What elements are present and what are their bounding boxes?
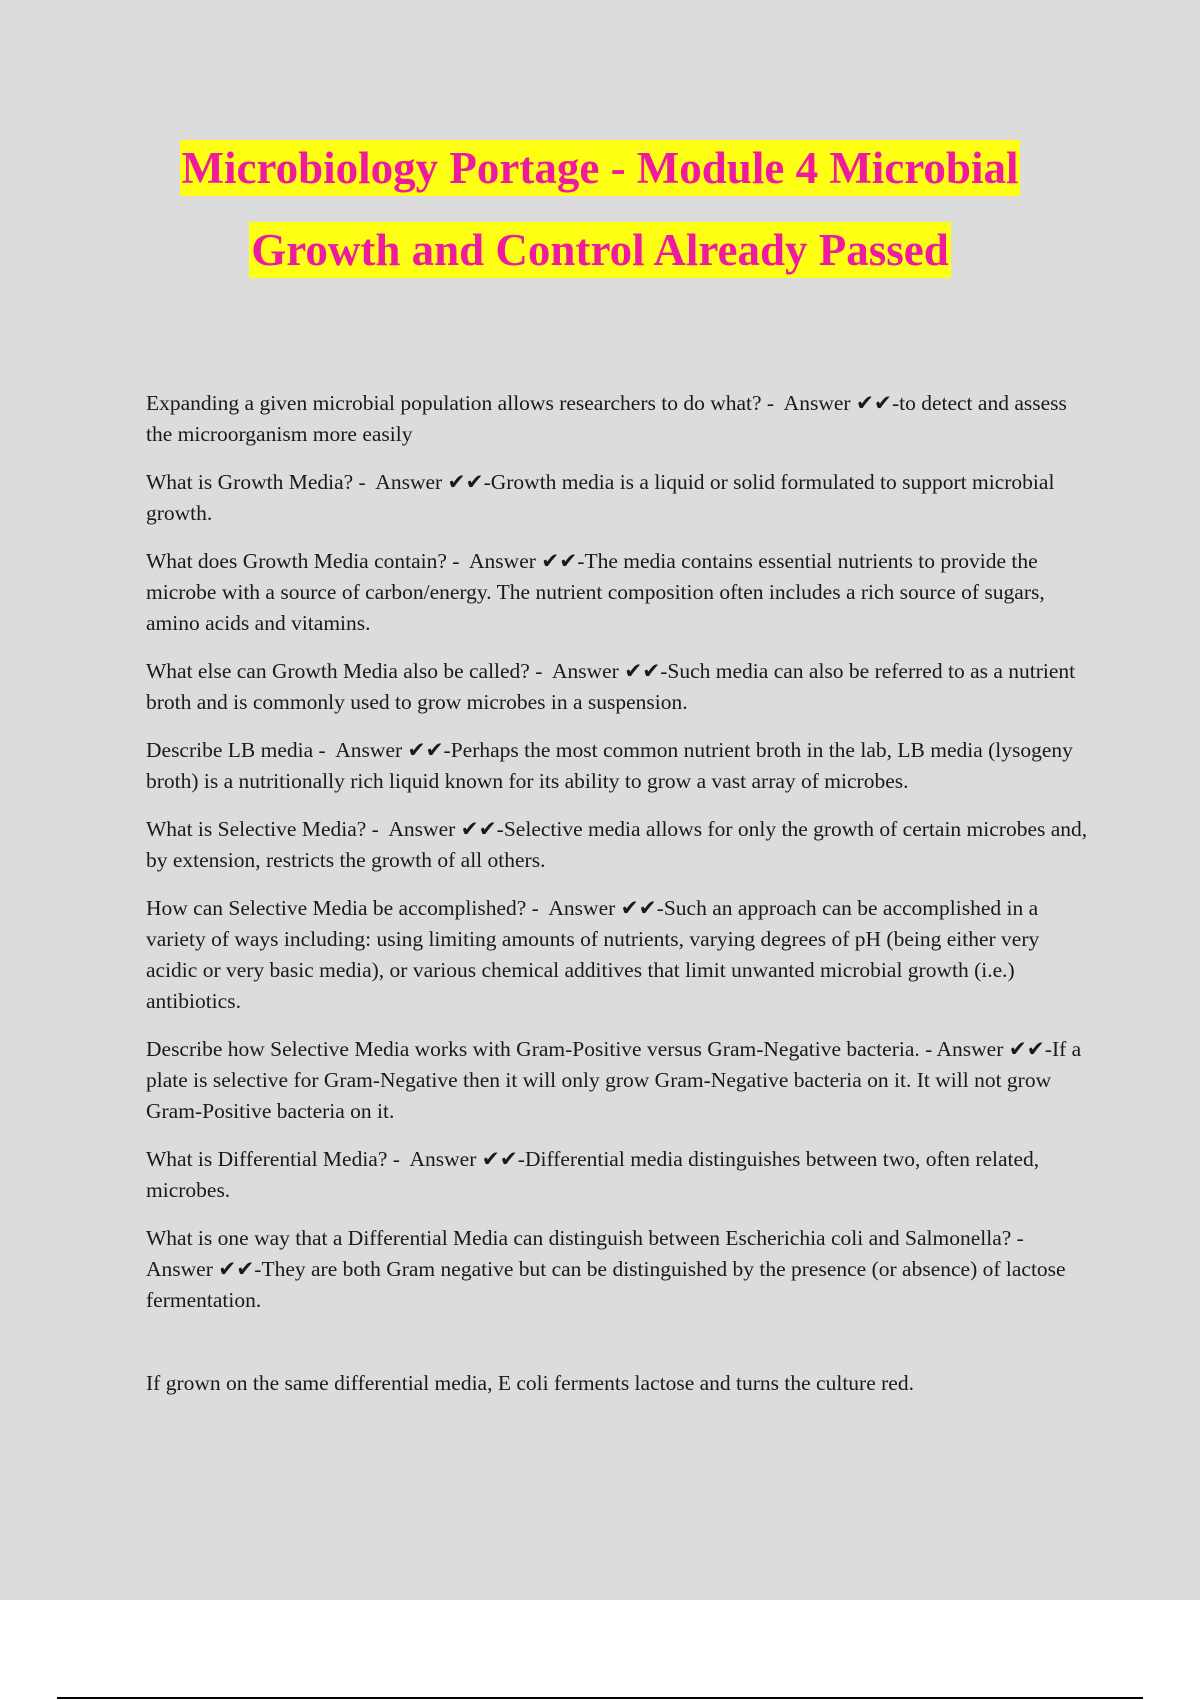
answer-text: Selective media allows for only the growth of certain microbes and, by extension, restricts the growth of all others. (146, 817, 1088, 872)
qa-item (146, 656, 1092, 718)
answer-text: Differential media distinguishes between two, often related, microbes. (146, 1147, 1040, 1202)
qa-item (146, 1223, 1092, 1316)
title-line-2: Growth and Control Already Passed (249, 222, 951, 278)
qa-item (146, 1034, 1092, 1127)
answer-label: Answer ✔✔- (936, 1037, 1052, 1061)
question-text: What is Differential Media? - (146, 1147, 400, 1171)
qa-item (146, 546, 1092, 639)
answer-text: Perhaps the most common nutrient broth in the lab, LB media (lysogeny broth) is a nutritionally rich liquid known for its ability to grow a vast array of microbes. (146, 738, 1073, 793)
answer-text: Such an approach can be accomplished in a variety of ways including: using limiting amounts of nutrients, varying degrees of pH (being either very acidic or very basic media), or various chemical additives that limit unwanted microbial growth (i.e.) antibiotics. (146, 896, 1040, 1013)
answer-text: Such media can also be referred to as a nutrient broth and is commonly used to grow microbes in a suspension. (146, 659, 1076, 714)
title-line-1: Microbiology Portage - Module 4 Microbial (180, 140, 1021, 196)
qa-item (146, 388, 1092, 450)
question-text: Describe how Selective Media works with Gram-Positive versus Gram-Negative bacteria. - (146, 1037, 933, 1061)
trailing-note: If grown on the same differential media, E coli ferments lactose and turns the culture red. (146, 1371, 914, 1395)
answer-label: Answer ✔✔- (469, 549, 585, 573)
answer-text: to detect and assess the microorganism more easily (146, 391, 1067, 446)
qa-item (146, 1144, 1092, 1206)
answer-label: Answer ✔✔- (783, 391, 900, 415)
question-text: How can Selective Media be accomplished? - (146, 896, 539, 920)
question-text: Expanding a given microbial population allows researchers to do what? - (146, 391, 775, 415)
qa-list (146, 388, 1092, 1416)
answer-label: Answer ✔✔- (335, 738, 451, 762)
question-text: What does Growth Media contain? - (146, 549, 460, 573)
question-text: What else can Growth Media also be called? - (146, 659, 543, 683)
question-text: What is Growth Media? - (146, 470, 366, 494)
answer-text: The media contains essential nutrients to provide the microbe with a source of carbon/energy. The nutrient composition often includes a rich source of sugars, amino acids and vitamins. (146, 549, 1045, 635)
answer-label: Answer ✔✔- (548, 896, 664, 920)
document-title (0, 140, 1200, 278)
answer-label: Answer ✔✔- (409, 1147, 525, 1171)
answer-label: Answer ✔✔- (375, 470, 491, 494)
answer-label: Answer ✔✔- (388, 817, 504, 841)
answer-text: If a plate is selective for Gram-Negative then it will only grow Gram-Negative bacteria on it. It will not grow Gram-Positive bacteria on it. (146, 1037, 1082, 1123)
answer-label: Answer ✔✔- (146, 1257, 262, 1281)
question-text: What is Selective Media? - (146, 817, 379, 841)
qa-item (146, 735, 1092, 797)
answer-label: Answer ✔✔- (551, 659, 668, 683)
footer-rule (57, 1697, 1143, 1699)
answer-text: They are both Gram negative but can be distinguished by the presence (or absence) of lactose fermentation. (146, 1257, 1066, 1312)
question-text: What is one way that a Differential Media can distinguish between Escherichia coli and Salmonella? - (146, 1226, 1024, 1250)
qa-item (146, 467, 1092, 529)
qa-item (146, 893, 1092, 1017)
qa-item (146, 814, 1092, 876)
answer-text: Growth media is a liquid or solid formulated to support microbial growth. (146, 470, 1055, 525)
question-text: Describe LB media - (146, 738, 326, 762)
